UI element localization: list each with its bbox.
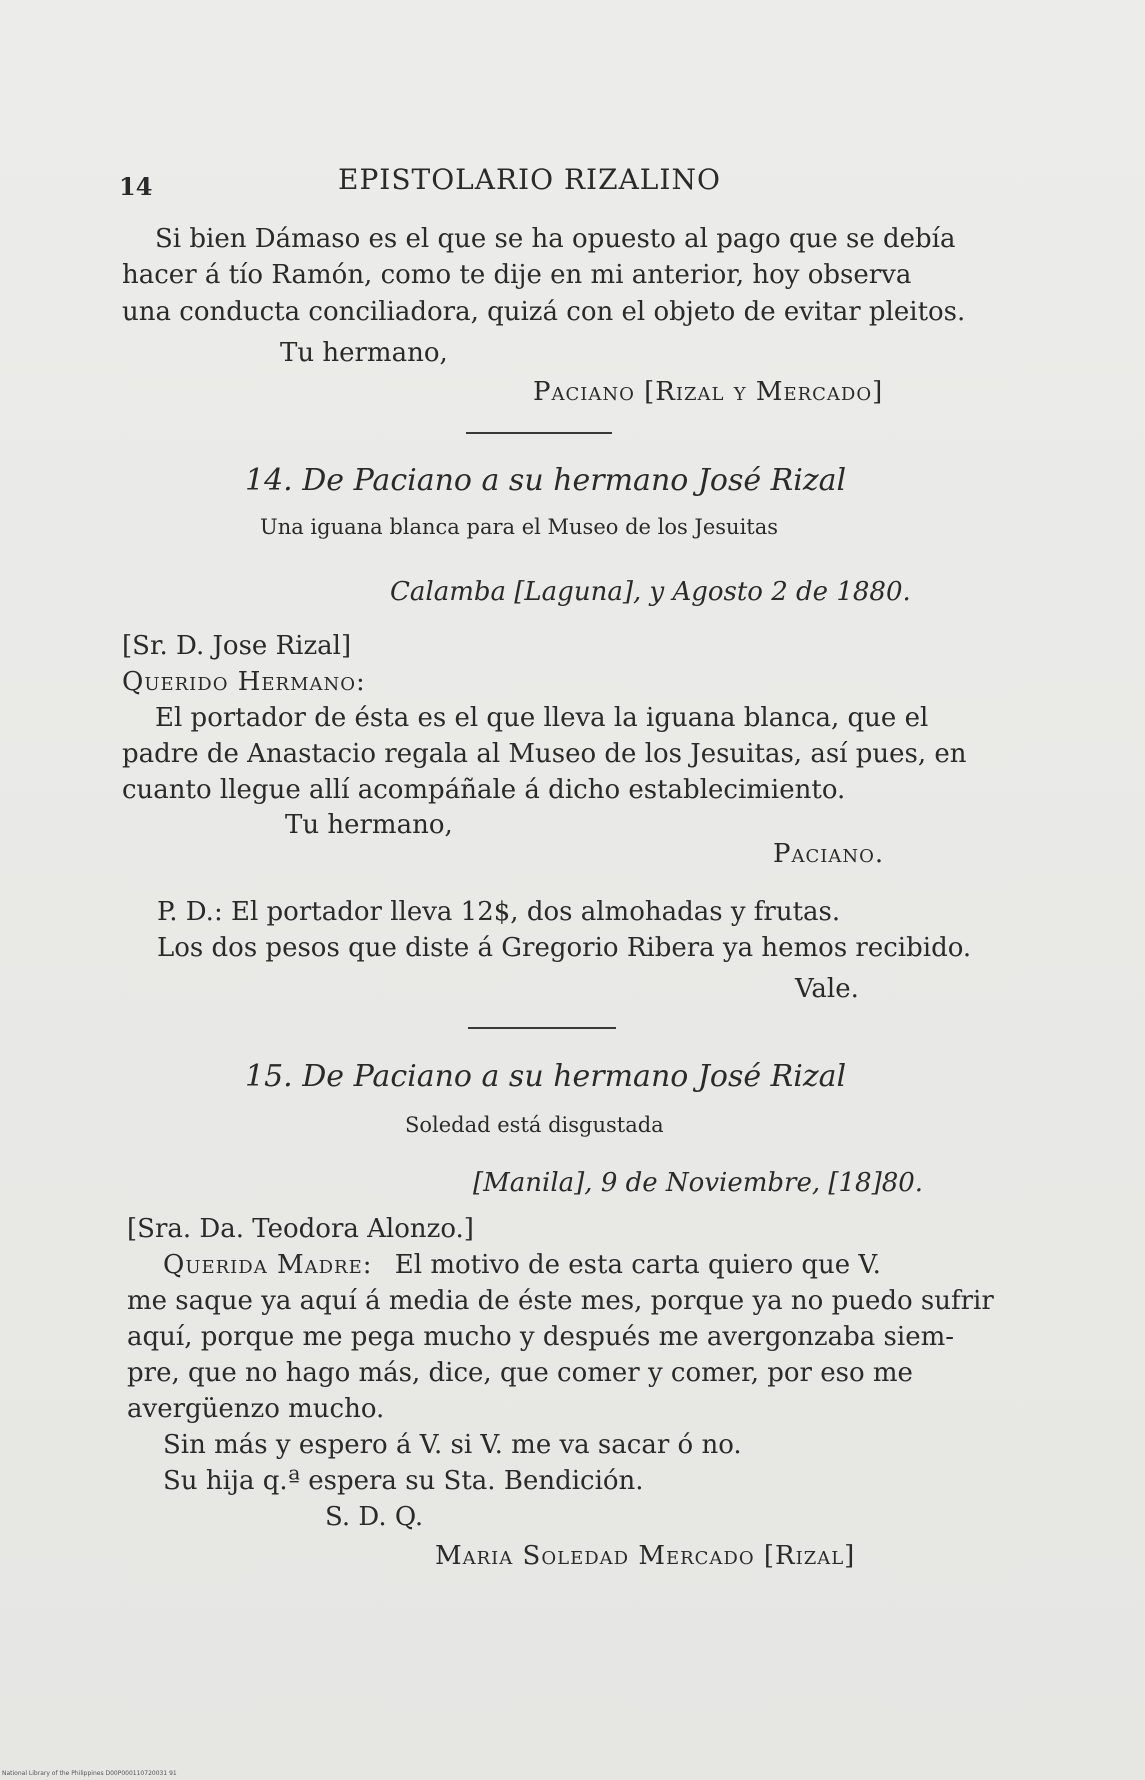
- paragraph-line: Su hija q.ª espera su Sta. Bendición.: [163, 1466, 644, 1496]
- divider: [466, 432, 612, 434]
- letter-title: 14. De Paciano a su hermano José Rizal: [245, 463, 847, 498]
- paragraph-line: Si bien Dámaso es el que se ha opuesto al pago que se debía: [155, 224, 956, 254]
- paragraph-line-rest: El motivo de esta carta quiero que V.: [394, 1250, 881, 1280]
- divider: [468, 1027, 616, 1029]
- paragraph-line: cuanto llegue allí acompáñale á dicho establecimiento.: [122, 775, 846, 805]
- signature: Paciano [Rizal y Mercado]: [533, 377, 884, 407]
- letter-subtitle: Una iguana blanca para el Museo de los Jesuitas: [260, 515, 779, 539]
- letter-title: 15. De Paciano a su hermano José Rizal: [245, 1059, 847, 1094]
- sdq: S. D. Q.: [325, 1502, 424, 1532]
- page-number: 14: [119, 172, 153, 201]
- paragraph-line: avergüenzo mucho.: [127, 1394, 385, 1424]
- signature: Maria Soledad Mercado [Rizal]: [435, 1541, 856, 1571]
- postscript-line: P. D.: El portador lleva 12$, dos almohadas y frutas.: [157, 897, 841, 927]
- dateline: [Manila], 9 de Noviembre, [18]80.: [473, 1168, 924, 1198]
- paragraph-line: padre de Anastacio regala al Museo de los Jesuitas, así pues, en: [122, 739, 967, 769]
- closing: Tu hermano,: [280, 338, 448, 368]
- vale: Vale.: [795, 974, 859, 1004]
- paragraph-line: [163, 1246, 881, 1284]
- paragraph-line: me saque ya aquí á media de éste mes, porque ya no puedo sufrir: [127, 1286, 994, 1316]
- salutation: Querido Hermano:: [122, 667, 366, 697]
- scan-credit: National Library of the Philippines D00P000110720031 91: [2, 1770, 177, 1777]
- addressee: [Sra. Da. Teodora Alonzo.]: [127, 1214, 474, 1244]
- paragraph-line: pre, que no hago más, dice, que comer y comer, por eso me: [127, 1358, 913, 1388]
- addressee: [Sr. D. Jose Rizal]: [122, 631, 352, 661]
- postscript-line: Los dos pesos que diste á Gregorio Ribera ya hemos recibido.: [157, 933, 972, 963]
- dateline: Calamba [Laguna], y Agosto 2 de 1880.: [390, 577, 911, 607]
- paragraph-line: Sin más y espero á V. si V. me va sacar ó no.: [163, 1430, 742, 1460]
- paragraph-line: El portador de ésta es el que lleva la iguana blanca, que el: [155, 703, 929, 733]
- paragraph-line: aquí, porque me pega mucho y después me avergonzaba siem-: [127, 1322, 955, 1352]
- running-title: EPISTOLARIO RIZALINO: [338, 163, 721, 196]
- salutation: Querida Madre:: [163, 1250, 373, 1280]
- paragraph-line: una conducta conciliadora, quizá con el objeto de evitar pleitos.: [122, 297, 966, 327]
- closing: Tu hermano,: [285, 810, 453, 840]
- paragraph-line: hacer á tío Ramón, como te dije en mi anterior, hoy observa: [122, 260, 912, 290]
- letter-subtitle: Soledad está disgustada: [405, 1113, 664, 1137]
- signature: Paciano.: [773, 839, 885, 869]
